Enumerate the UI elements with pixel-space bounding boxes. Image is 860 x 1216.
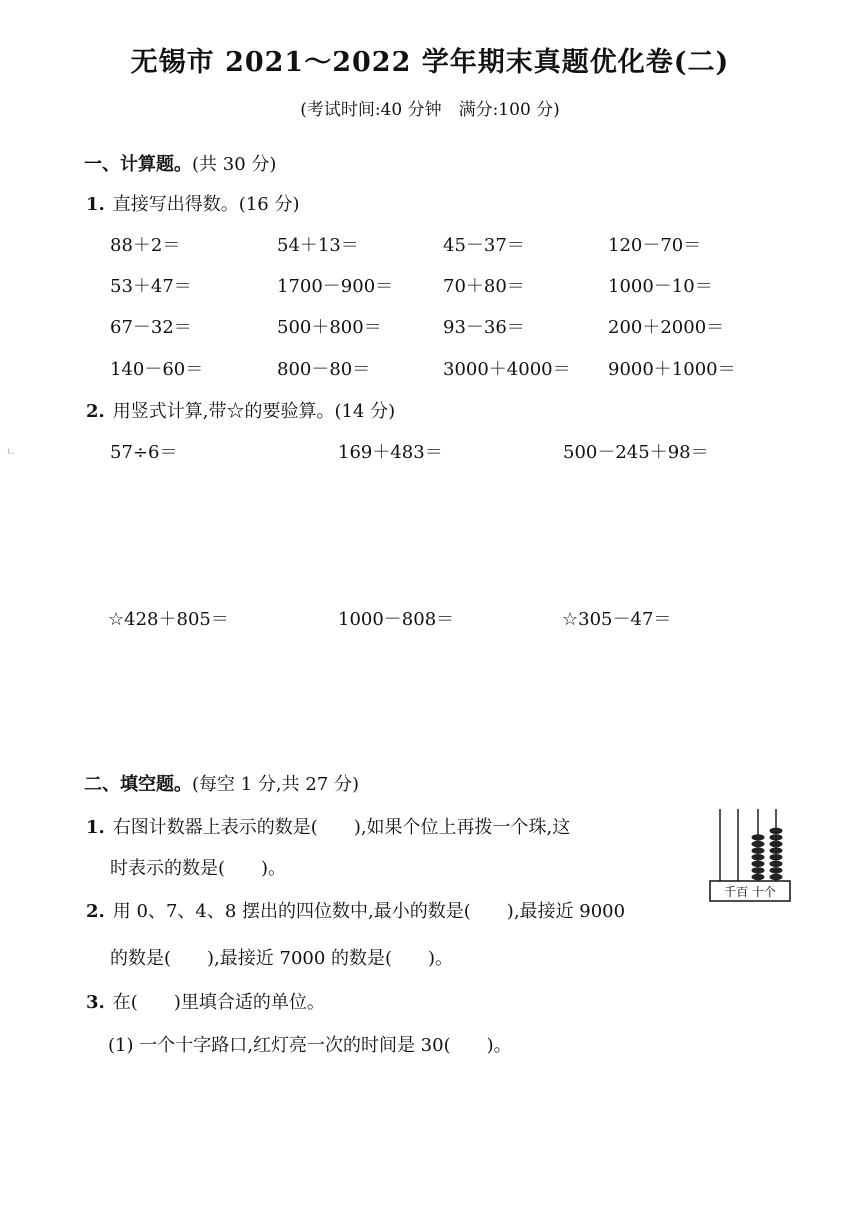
question-number: 2. [86,401,105,422]
exam-title: 无锡市 2021～2022 学年期末真题优化卷(二) [130,47,730,78]
section1-heading [84,150,276,176]
question-text: 用竖式计算,带☆的要验算。(14 分) [112,401,396,422]
calc-item: 54＋13＝ [277,235,359,256]
calc-item: 140－60＝ [110,359,204,380]
question-text: 右图计数器上表示的数是( ),如果个位上再拨一个珠,这 [112,817,571,838]
section1-note: (共 30 分) [192,154,277,175]
calc-item: 1700－900＝ [277,276,394,297]
question-2-1-line2: 时表示的数是( )。 [110,858,287,879]
abacus-bead [770,867,783,873]
abacus-bead [770,847,783,853]
abacus-bead [770,861,783,867]
abacus-bead [770,874,783,880]
question-2-3 [86,988,325,1014]
question-2-2-line1 [86,897,625,923]
question-number: 3. [86,992,105,1013]
calc-item: 93－36＝ [443,317,525,338]
abacus-bead [770,828,783,834]
abacus-label: 千百 十个 [724,885,776,899]
abacus-bead [752,861,765,867]
question-number: 2. [86,901,105,922]
abacus-bead [752,834,765,840]
abacus-figure [708,805,792,905]
abacus-bead [770,834,783,840]
calc-item: 200＋2000＝ [608,317,725,338]
vertical-calc-item: ☆305－47＝ [562,609,672,630]
question-text: 用 0、7、4、8 摆出的四位数中,最小的数是( ),最接近 9000 [112,901,626,922]
abacus-bead [752,867,765,873]
abacus-rods [720,809,783,881]
vertical-calc-item: ☆428＋805＝ [108,609,229,630]
exam-subtitle: (考试时间:40 分钟 满分:100 分) [300,100,560,120]
abacus-bead [752,847,765,853]
question-text: 直接写出得数。(16 分) [112,194,300,215]
vertical-calc-item: 57÷6＝ [110,442,178,463]
question-number: 1. [86,817,105,838]
question-2-3-sub1: (1) 一个十字路口,红灯亮一次的时间是 30( )。 [108,1035,512,1056]
calc-item: 88＋2＝ [110,235,181,256]
section2-note: (每空 1 分,共 27 分) [192,774,360,795]
calc-item: 70＋80＝ [443,276,525,297]
vertical-calc-item: 1000－808＝ [338,609,455,630]
question-2-2-line2: 的数是( ),最接近 7000 的数是( )。 [110,948,454,969]
question-text: 在( )里填合适的单位。 [112,992,325,1013]
calc-item: 9000＋1000＝ [608,359,736,380]
calc-item: 1000－10＝ [608,276,713,297]
calc-item: 45－37＝ [443,235,525,256]
question-2-1-line1 [86,813,570,839]
calc-item: 500＋800＝ [277,317,382,338]
abacus-bead [752,854,765,860]
calc-item: 3000＋4000＝ [443,359,571,380]
question-1-2 [86,397,395,423]
margin-mark: ㄴ [6,447,16,458]
question-1-1 [86,190,299,216]
abacus-bead [770,841,783,847]
abacus-bead [770,854,783,860]
abacus-bead [752,841,765,847]
question-number: 1. [86,194,105,215]
abacus-illustration [708,805,792,905]
calc-item: 120－70＝ [608,235,702,256]
calc-item: 67－32＝ [110,317,192,338]
section2-title: 二、填空题。 [84,774,192,795]
abacus-bead [752,874,765,880]
section1-title: 一、计算题。 [84,154,192,175]
calc-item: 800－80＝ [277,359,371,380]
vertical-calc-item: 169＋483＝ [338,442,443,463]
section2-heading [84,770,359,796]
calc-item: 53＋47＝ [110,276,192,297]
vertical-calc-item: 500－245＋98＝ [563,442,709,463]
